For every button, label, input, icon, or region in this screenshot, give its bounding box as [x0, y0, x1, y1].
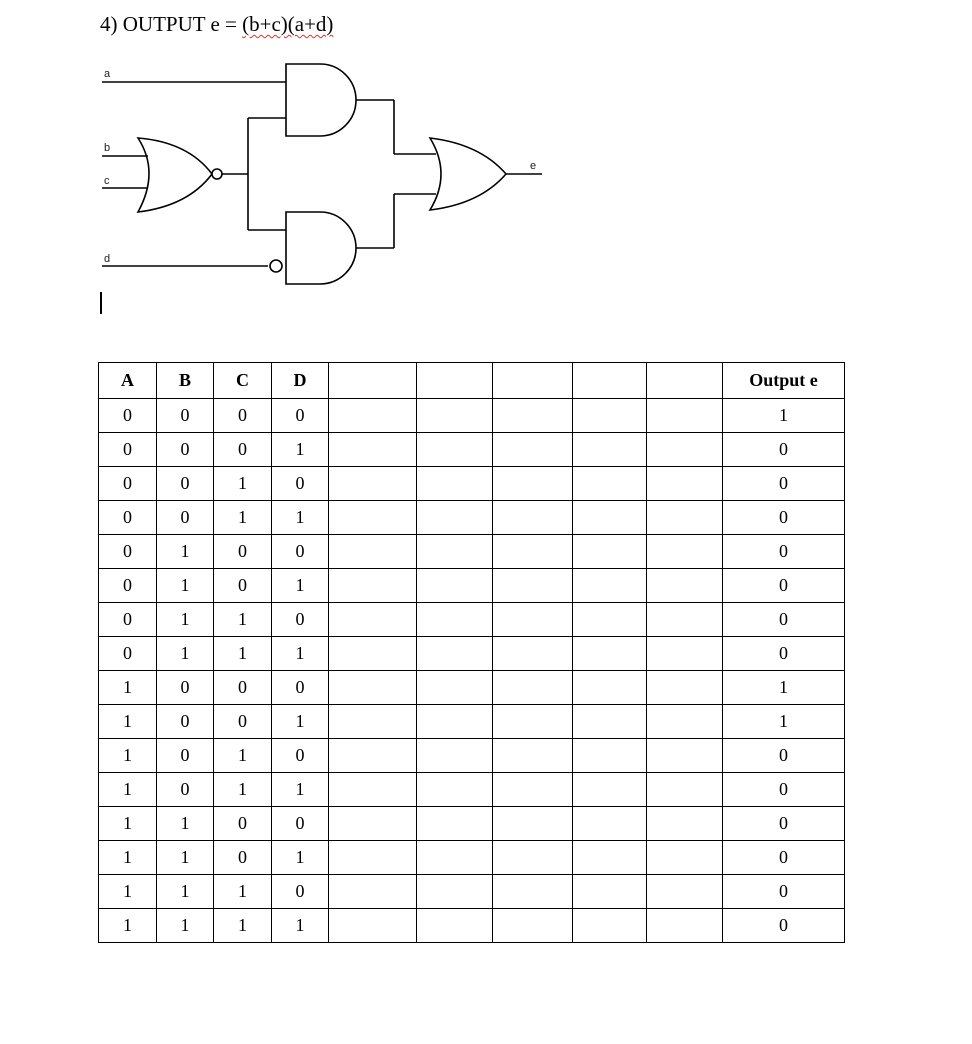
table-cell: 0 [99, 433, 157, 467]
blank-cell[interactable] [417, 467, 493, 501]
table-cell: 1 [157, 807, 214, 841]
blank-cell[interactable] [417, 501, 493, 535]
table-cell: 1 [214, 875, 272, 909]
blank-cell[interactable] [493, 875, 573, 909]
table-cell: 1 [214, 501, 272, 535]
blank-cell[interactable] [329, 501, 417, 535]
table-cell: 1 [99, 875, 157, 909]
blank-cell[interactable] [329, 705, 417, 739]
blank-cell[interactable] [573, 875, 647, 909]
blank-cell[interactable] [573, 535, 647, 569]
d-inversion-bubble [270, 260, 282, 272]
nor-inversion-bubble [212, 169, 222, 179]
blank-cell[interactable] [417, 909, 493, 943]
table-cell: 0 [214, 705, 272, 739]
table-row [99, 569, 845, 603]
table-cell: 0 [272, 671, 329, 705]
table-cell: 1 [214, 773, 272, 807]
blank-cell[interactable] [417, 705, 493, 739]
input-label-c: c [104, 175, 110, 187]
blank-cell[interactable] [493, 909, 573, 943]
blank-cell[interactable] [329, 841, 417, 875]
table-cell: 1 [272, 841, 329, 875]
table-cell: 1 [272, 909, 329, 943]
table-cell: 0 [157, 501, 214, 535]
table-cell: 0 [214, 535, 272, 569]
blank-cell[interactable] [493, 773, 573, 807]
table-cell: 0 [272, 467, 329, 501]
blank-cell[interactable] [417, 841, 493, 875]
table-cell: 0 [723, 875, 845, 909]
table-cell: 1 [272, 433, 329, 467]
table-cell: 1 [99, 909, 157, 943]
blank-cell[interactable] [493, 399, 573, 433]
and-gate-top [286, 64, 356, 136]
table-cell: 1 [723, 671, 845, 705]
table-cell: 1 [214, 637, 272, 671]
table-cell: 0 [157, 705, 214, 739]
table-row [99, 433, 845, 467]
table-cell: 0 [99, 467, 157, 501]
blank-cell[interactable] [647, 807, 723, 841]
table-cell: 0 [723, 909, 845, 943]
blank-cell[interactable] [573, 433, 647, 467]
blank-cell[interactable] [493, 603, 573, 637]
truth-table [98, 362, 845, 943]
blank-cell[interactable] [493, 467, 573, 501]
input-label-b: b [104, 142, 111, 154]
blank-cell[interactable] [493, 739, 573, 773]
table-header-row [99, 363, 845, 399]
blank-cell[interactable] [329, 875, 417, 909]
table-cell: 0 [157, 467, 214, 501]
table-cell: 0 [272, 603, 329, 637]
blank-cell[interactable] [493, 637, 573, 671]
table-cell: 1 [214, 739, 272, 773]
table-cell: 0 [272, 807, 329, 841]
table-cell: 0 [214, 671, 272, 705]
or-gate-output [430, 138, 506, 210]
table-cell: 0 [723, 569, 845, 603]
blank-cell[interactable] [647, 773, 723, 807]
table-row [99, 603, 845, 637]
table-cell: 0 [214, 399, 272, 433]
blank-cell[interactable] [329, 807, 417, 841]
table-cell: 0 [214, 841, 272, 875]
blank-cell[interactable] [329, 739, 417, 773]
blank-cell[interactable] [573, 705, 647, 739]
blank-cell[interactable] [573, 739, 647, 773]
blank-cell[interactable] [329, 671, 417, 705]
blank-cell[interactable] [573, 909, 647, 943]
table-cell: 0 [723, 807, 845, 841]
blank-cell[interactable] [647, 739, 723, 773]
blank-cell[interactable] [573, 501, 647, 535]
blank-cell[interactable] [647, 671, 723, 705]
blank-cell[interactable] [329, 637, 417, 671]
table-row [99, 399, 845, 433]
table-cell: 0 [723, 467, 845, 501]
blank-cell[interactable] [647, 501, 723, 535]
table-cell: 0 [99, 637, 157, 671]
blank-cell[interactable] [493, 841, 573, 875]
logic-circuit-diagram [96, 58, 556, 290]
blank-cell[interactable] [417, 875, 493, 909]
table-cell: 0 [272, 535, 329, 569]
heading-expression: (b+c)(a+d) [242, 12, 334, 36]
blank-cell[interactable] [573, 637, 647, 671]
blank-cell[interactable] [647, 603, 723, 637]
table-cell: 1 [214, 603, 272, 637]
blank-cell[interactable] [573, 467, 647, 501]
table-cell: 1 [157, 909, 214, 943]
table-cell: 1 [214, 909, 272, 943]
table-row [99, 535, 845, 569]
blank-cell[interactable] [573, 807, 647, 841]
table-cell: 0 [157, 671, 214, 705]
table-cell: 0 [99, 603, 157, 637]
blank-cell[interactable] [573, 841, 647, 875]
table-cell: 0 [157, 739, 214, 773]
table-cell: 0 [214, 569, 272, 603]
table-cell: 0 [157, 773, 214, 807]
blank-cell[interactable] [329, 467, 417, 501]
blank-cell[interactable] [493, 569, 573, 603]
table-cell: 0 [157, 433, 214, 467]
header-blank-4[interactable] [573, 363, 647, 399]
blank-cell[interactable] [647, 399, 723, 433]
blank-cell[interactable] [493, 671, 573, 705]
blank-cell[interactable] [647, 535, 723, 569]
blank-cell[interactable] [573, 773, 647, 807]
table-cell: 0 [99, 399, 157, 433]
table-cell: 0 [723, 637, 845, 671]
table-cell: 1 [157, 875, 214, 909]
table-cell: 0 [99, 535, 157, 569]
header-c: C [214, 363, 272, 399]
table-cell: 1 [272, 501, 329, 535]
table-cell: 1 [157, 603, 214, 637]
table-cell: 1 [99, 841, 157, 875]
heading-prefix: 4) OUTPUT e = [100, 12, 243, 36]
table-row [99, 773, 845, 807]
blank-cell[interactable] [329, 773, 417, 807]
blank-cell[interactable] [573, 399, 647, 433]
text-cursor [100, 292, 102, 314]
table-cell: 0 [723, 501, 845, 535]
input-label-a: a [104, 68, 111, 80]
nor-gate [138, 138, 212, 212]
table-cell: 1 [272, 569, 329, 603]
table-cell: 0 [272, 875, 329, 909]
blank-cell[interactable] [647, 705, 723, 739]
table-cell: 0 [272, 399, 329, 433]
table-cell: 0 [723, 739, 845, 773]
blank-cell[interactable] [417, 671, 493, 705]
blank-cell[interactable] [647, 637, 723, 671]
table-cell: 0 [272, 739, 329, 773]
blank-cell[interactable] [647, 433, 723, 467]
table-cell: 1 [272, 773, 329, 807]
table-cell: 1 [723, 705, 845, 739]
table-row [99, 705, 845, 739]
header-b: B [157, 363, 214, 399]
table-cell: 1 [157, 535, 214, 569]
blank-cell[interactable] [647, 841, 723, 875]
table-cell: 0 [723, 535, 845, 569]
table-row [99, 501, 845, 535]
table-cell: 1 [99, 671, 157, 705]
table-cell: 0 [723, 433, 845, 467]
table-row [99, 909, 845, 943]
table-cell: 0 [99, 501, 157, 535]
table-cell: 1 [99, 705, 157, 739]
blank-cell[interactable] [493, 433, 573, 467]
blank-cell[interactable] [417, 773, 493, 807]
blank-cell[interactable] [417, 739, 493, 773]
header-output-e: Output e [723, 363, 845, 399]
blank-cell[interactable] [573, 569, 647, 603]
header-blank-3[interactable] [493, 363, 573, 399]
table-cell: 0 [157, 399, 214, 433]
table-cell: 1 [214, 467, 272, 501]
blank-cell[interactable] [647, 909, 723, 943]
table-cell: 0 [214, 807, 272, 841]
blank-cell[interactable] [647, 875, 723, 909]
table-cell: 1 [157, 637, 214, 671]
blank-cell[interactable] [329, 433, 417, 467]
blank-cell[interactable] [647, 467, 723, 501]
header-blank-5[interactable] [647, 363, 723, 399]
blank-cell[interactable] [329, 909, 417, 943]
blank-cell[interactable] [417, 637, 493, 671]
truth-table-body [99, 399, 845, 943]
table-cell: 1 [723, 399, 845, 433]
table-cell: 0 [723, 841, 845, 875]
table-row [99, 807, 845, 841]
and-gate-bottom [286, 212, 356, 284]
blank-cell[interactable] [493, 705, 573, 739]
blank-cell[interactable] [417, 569, 493, 603]
blank-cell[interactable] [493, 535, 573, 569]
blank-cell[interactable] [329, 399, 417, 433]
blank-cell[interactable] [417, 433, 493, 467]
blank-cell[interactable] [417, 603, 493, 637]
blank-cell[interactable] [329, 535, 417, 569]
question-heading [100, 12, 333, 37]
blank-cell[interactable] [573, 671, 647, 705]
input-label-d: d [104, 253, 111, 265]
blank-cell[interactable] [417, 807, 493, 841]
table-cell: 0 [723, 603, 845, 637]
table-cell: 1 [99, 739, 157, 773]
header-d: D [272, 363, 329, 399]
blank-cell[interactable] [329, 603, 417, 637]
blank-cell[interactable] [417, 399, 493, 433]
table-row [99, 875, 845, 909]
blank-cell[interactable] [493, 807, 573, 841]
table-cell: 1 [272, 637, 329, 671]
header-blank-1[interactable] [329, 363, 417, 399]
table-cell: 1 [99, 773, 157, 807]
blank-cell[interactable] [573, 603, 647, 637]
table-row [99, 739, 845, 773]
table-row [99, 841, 845, 875]
table-cell: 1 [99, 807, 157, 841]
table-row [99, 467, 845, 501]
table-cell: 1 [157, 841, 214, 875]
table-cell: 1 [272, 705, 329, 739]
table-cell: 1 [157, 569, 214, 603]
blank-cell[interactable] [647, 569, 723, 603]
table-cell: 0 [99, 569, 157, 603]
table-row [99, 637, 845, 671]
table-row [99, 671, 845, 705]
blank-cell[interactable] [493, 501, 573, 535]
header-blank-2[interactable] [417, 363, 493, 399]
table-cell: 0 [723, 773, 845, 807]
header-a: A [99, 363, 157, 399]
table-cell: 0 [214, 433, 272, 467]
output-label-e: e [530, 160, 537, 172]
blank-cell[interactable] [417, 535, 493, 569]
blank-cell[interactable] [329, 569, 417, 603]
